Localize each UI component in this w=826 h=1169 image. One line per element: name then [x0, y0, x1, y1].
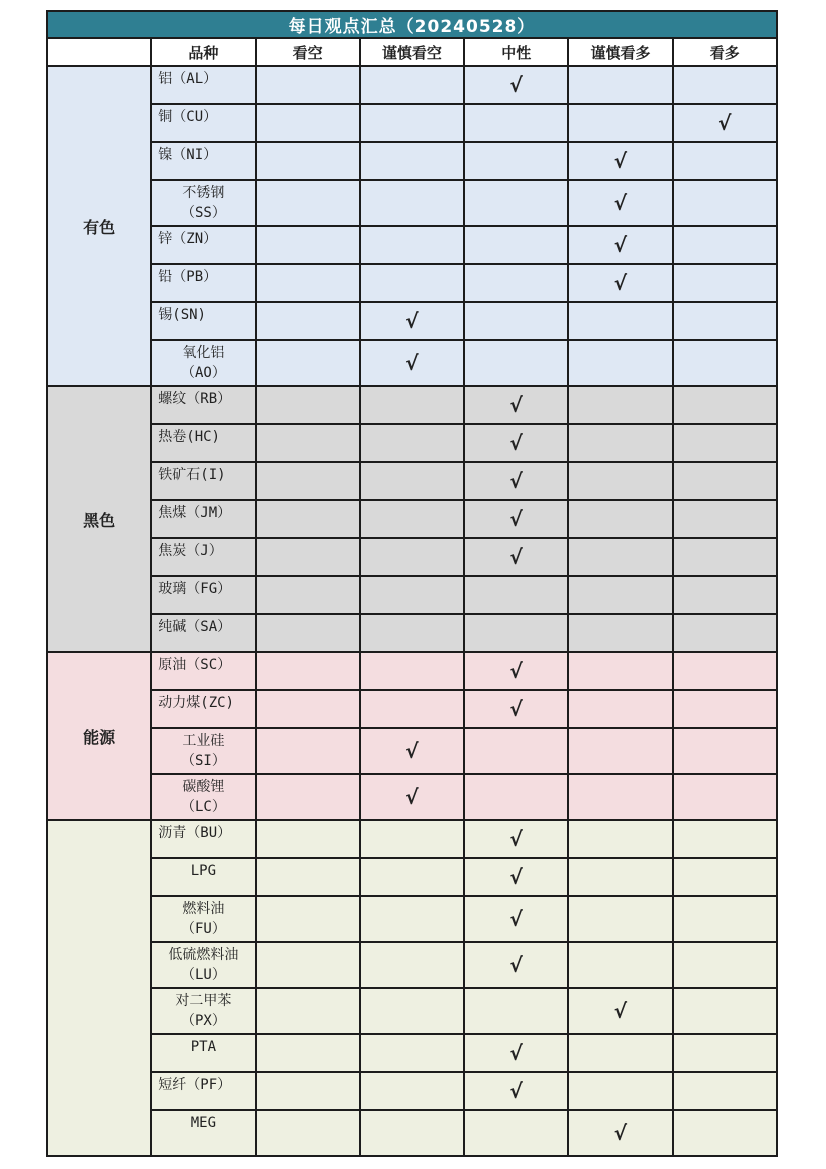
table-row	[47, 1110, 777, 1156]
empty-cell	[256, 774, 360, 820]
empty-cell	[360, 180, 464, 226]
empty-cell	[360, 1072, 464, 1110]
table-row	[47, 424, 777, 462]
table-row	[47, 462, 777, 500]
empty-cell	[464, 774, 568, 820]
empty-cell	[360, 104, 464, 142]
empty-cell	[256, 226, 360, 264]
table-row	[47, 1072, 777, 1110]
header-neutral: 中性	[464, 38, 568, 66]
empty-cell	[464, 728, 568, 774]
table-row	[47, 652, 777, 690]
check-mark-icon: √	[464, 896, 568, 942]
check-mark-icon: √	[464, 942, 568, 988]
empty-cell	[464, 264, 568, 302]
empty-cell	[256, 538, 360, 576]
empty-cell	[256, 576, 360, 614]
empty-cell	[256, 386, 360, 424]
variety-cell: 纯碱（SA）	[151, 614, 255, 652]
empty-cell	[360, 538, 464, 576]
check-mark-icon: √	[568, 264, 672, 302]
check-mark-icon: √	[464, 500, 568, 538]
empty-cell	[673, 690, 777, 728]
empty-cell	[673, 142, 777, 180]
empty-cell	[673, 1034, 777, 1072]
empty-cell	[568, 302, 672, 340]
check-mark-icon: √	[360, 774, 464, 820]
empty-cell	[568, 858, 672, 896]
empty-cell	[256, 142, 360, 180]
variety-cell: 铝（AL）	[151, 66, 255, 104]
variety-cell: LPG	[151, 858, 255, 896]
header-row	[47, 38, 777, 66]
empty-cell	[360, 424, 464, 462]
check-mark-icon: √	[464, 386, 568, 424]
empty-cell	[256, 302, 360, 340]
empty-cell	[673, 896, 777, 942]
header-bearish: 看空	[256, 38, 360, 66]
empty-cell	[568, 1072, 672, 1110]
table-row	[47, 142, 777, 180]
empty-cell	[256, 690, 360, 728]
check-mark-icon: √	[464, 538, 568, 576]
table-row	[47, 896, 777, 942]
empty-cell	[673, 66, 777, 104]
empty-cell	[673, 462, 777, 500]
empty-cell	[464, 340, 568, 386]
table-row	[47, 226, 777, 264]
empty-cell	[360, 690, 464, 728]
empty-cell	[360, 1034, 464, 1072]
empty-cell	[673, 340, 777, 386]
check-mark-icon: √	[568, 1110, 672, 1156]
table-row	[47, 386, 777, 424]
table-row	[47, 988, 777, 1034]
variety-cell: PTA	[151, 1034, 255, 1072]
empty-cell	[568, 424, 672, 462]
variety-cell: 对二甲苯 （PX）	[151, 988, 255, 1034]
empty-cell	[360, 226, 464, 264]
empty-cell	[256, 462, 360, 500]
empty-cell	[256, 500, 360, 538]
header-bullish: 看多	[673, 38, 777, 66]
empty-cell	[360, 988, 464, 1034]
table-row	[47, 942, 777, 988]
empty-cell	[256, 104, 360, 142]
empty-cell	[673, 652, 777, 690]
empty-cell	[256, 896, 360, 942]
empty-cell	[673, 576, 777, 614]
check-mark-icon: √	[360, 340, 464, 386]
table-row	[47, 538, 777, 576]
empty-cell	[464, 576, 568, 614]
empty-cell	[360, 652, 464, 690]
empty-cell	[256, 264, 360, 302]
header-cautious-bullish: 谨慎看多	[568, 38, 672, 66]
empty-cell	[256, 858, 360, 896]
header-cautious-bearish: 谨慎看空	[360, 38, 464, 66]
empty-cell	[256, 942, 360, 988]
group-label: 能源	[47, 652, 151, 820]
empty-cell	[568, 820, 672, 858]
empty-cell	[673, 858, 777, 896]
check-mark-icon: √	[464, 858, 568, 896]
empty-cell	[360, 500, 464, 538]
viewpoint-summary-sheet	[46, 10, 778, 1169]
empty-cell	[673, 180, 777, 226]
empty-cell	[673, 424, 777, 462]
empty-cell	[360, 386, 464, 424]
header-variety: 品种	[151, 38, 255, 66]
empty-cell	[673, 728, 777, 774]
header-group-blank	[47, 38, 151, 66]
variety-cell: 燃料油 （FU）	[151, 896, 255, 942]
table-row	[47, 302, 777, 340]
table-row	[47, 180, 777, 226]
empty-cell	[464, 1110, 568, 1156]
empty-cell	[568, 728, 672, 774]
table-row	[47, 858, 777, 896]
empty-cell	[360, 942, 464, 988]
empty-cell	[256, 614, 360, 652]
empty-cell	[568, 942, 672, 988]
variety-cell: 短纤（PF）	[151, 1072, 255, 1110]
empty-cell	[464, 180, 568, 226]
table-title: 每日观点汇总（20240528）	[47, 11, 777, 38]
table-row	[47, 690, 777, 728]
variety-cell: 铅（PB）	[151, 264, 255, 302]
variety-cell: 动力煤(ZC)	[151, 690, 255, 728]
check-mark-icon: √	[568, 180, 672, 226]
variety-cell: 沥青（BU）	[151, 820, 255, 858]
variety-cell: 螺纹（RB）	[151, 386, 255, 424]
empty-cell	[673, 1110, 777, 1156]
empty-cell	[673, 774, 777, 820]
check-mark-icon: √	[568, 142, 672, 180]
check-mark-icon: √	[360, 302, 464, 340]
empty-cell	[568, 386, 672, 424]
empty-cell	[360, 614, 464, 652]
variety-cell: 低硫燃料油 （LU）	[151, 942, 255, 988]
variety-cell: 工业硅 （SI）	[151, 728, 255, 774]
check-mark-icon: √	[464, 424, 568, 462]
table-row	[47, 500, 777, 538]
empty-cell	[568, 104, 672, 142]
variety-cell: 玻璃（FG）	[151, 576, 255, 614]
check-mark-icon: √	[568, 226, 672, 264]
empty-cell	[360, 820, 464, 858]
variety-cell: 热卷(HC)	[151, 424, 255, 462]
check-mark-icon: √	[568, 988, 672, 1034]
empty-cell	[673, 942, 777, 988]
empty-cell	[256, 1072, 360, 1110]
empty-cell	[464, 614, 568, 652]
check-mark-icon: √	[464, 462, 568, 500]
check-mark-icon: √	[360, 728, 464, 774]
empty-cell	[464, 226, 568, 264]
empty-cell	[568, 652, 672, 690]
empty-cell	[360, 896, 464, 942]
table-row	[47, 728, 777, 774]
empty-cell	[673, 226, 777, 264]
empty-cell	[464, 104, 568, 142]
empty-cell	[568, 500, 672, 538]
empty-cell	[256, 988, 360, 1034]
group-label: 黑色	[47, 386, 151, 652]
viewpoint-table	[46, 10, 778, 1157]
check-mark-icon: √	[673, 104, 777, 142]
empty-cell	[464, 142, 568, 180]
empty-cell	[568, 690, 672, 728]
variety-cell: 镍（NI）	[151, 142, 255, 180]
empty-cell	[673, 302, 777, 340]
variety-cell: 锡(SN)	[151, 302, 255, 340]
empty-cell	[256, 180, 360, 226]
empty-cell	[673, 264, 777, 302]
empty-cell	[673, 538, 777, 576]
table-row	[47, 614, 777, 652]
empty-cell	[673, 500, 777, 538]
empty-cell	[256, 1034, 360, 1072]
empty-cell	[360, 142, 464, 180]
table-row	[47, 820, 777, 858]
check-mark-icon: √	[464, 652, 568, 690]
empty-cell	[568, 896, 672, 942]
table-row	[47, 1034, 777, 1072]
table-row	[47, 774, 777, 820]
table-row	[47, 340, 777, 386]
empty-cell	[568, 614, 672, 652]
empty-cell	[256, 728, 360, 774]
empty-cell	[568, 538, 672, 576]
variety-cell: 原油（SC）	[151, 652, 255, 690]
empty-cell	[568, 774, 672, 820]
empty-cell	[464, 302, 568, 340]
check-mark-icon: √	[464, 1034, 568, 1072]
empty-cell	[360, 264, 464, 302]
variety-cell: 锌（ZN）	[151, 226, 255, 264]
empty-cell	[673, 988, 777, 1034]
empty-cell	[568, 1034, 672, 1072]
variety-cell: 焦煤（JM）	[151, 500, 255, 538]
check-mark-icon: √	[464, 690, 568, 728]
empty-cell	[360, 462, 464, 500]
empty-cell	[568, 66, 672, 104]
empty-cell	[568, 340, 672, 386]
table-row	[47, 264, 777, 302]
variety-cell: 铜（CU）	[151, 104, 255, 142]
empty-cell	[360, 1110, 464, 1156]
variety-cell: 焦炭（J）	[151, 538, 255, 576]
check-mark-icon: √	[464, 820, 568, 858]
empty-cell	[360, 858, 464, 896]
empty-cell	[256, 340, 360, 386]
table-row	[47, 576, 777, 614]
empty-cell	[360, 66, 464, 104]
empty-cell	[673, 386, 777, 424]
empty-cell	[256, 652, 360, 690]
variety-cell: 碳酸锂 （LC）	[151, 774, 255, 820]
empty-cell	[568, 576, 672, 614]
empty-cell	[256, 820, 360, 858]
group-label: 有色	[47, 66, 151, 386]
table-row	[47, 66, 777, 104]
empty-cell	[673, 1072, 777, 1110]
variety-cell: MEG	[151, 1110, 255, 1156]
empty-cell	[256, 66, 360, 104]
empty-cell	[568, 462, 672, 500]
empty-cell	[256, 424, 360, 462]
variety-cell: 氧化铝 （AO）	[151, 340, 255, 386]
group-label	[47, 820, 151, 1156]
check-mark-icon: √	[464, 66, 568, 104]
empty-cell	[673, 614, 777, 652]
empty-cell	[256, 1110, 360, 1156]
empty-cell	[464, 988, 568, 1034]
check-mark-icon: √	[464, 1072, 568, 1110]
table-row	[47, 104, 777, 142]
variety-cell: 铁矿石(I)	[151, 462, 255, 500]
empty-cell	[360, 576, 464, 614]
variety-cell: 不锈钢 （SS）	[151, 180, 255, 226]
empty-cell	[673, 820, 777, 858]
